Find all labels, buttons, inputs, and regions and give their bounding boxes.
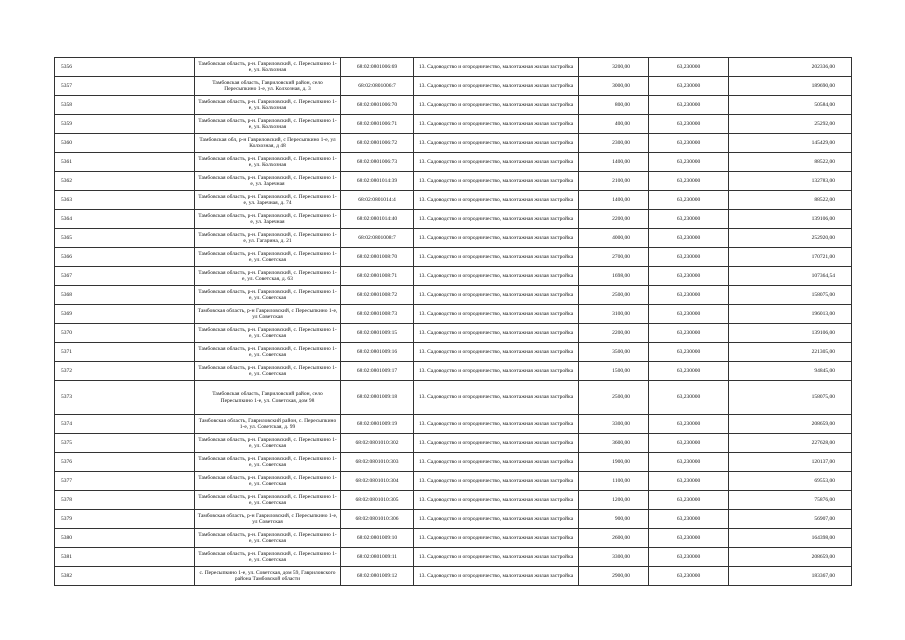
- specific-value-cell: 63,230000: [649, 286, 729, 305]
- table-row: [55, 362, 852, 381]
- table-row: [55, 453, 852, 472]
- land-use-cell: 13. Садоводство и огородничество, малоэтажная жилая застройка: [414, 229, 579, 248]
- area-cell: 2200,00: [579, 210, 649, 229]
- address-cell: Тамбовская область, р-н. Гавриловский, с. Пересыпкино 1-е, ул. Советская: [195, 491, 341, 510]
- area-cell: 3000,00: [579, 77, 649, 96]
- row-number-cell: 5381: [55, 548, 195, 567]
- cadastral-value-cell: 202336,00: [729, 58, 852, 77]
- address-cell: Тамбовская область, р-н. Гавриловский, с. Пересыпкино 1-е, ул. Советская: [195, 286, 341, 305]
- cadastral-value-cell: 158075,00: [729, 381, 852, 415]
- specific-value-cell: 63,230000: [649, 453, 729, 472]
- table-row: [55, 343, 852, 362]
- land-use-cell: 13. Садоводство и огородничество, малоэтажная жилая застройка: [414, 191, 579, 210]
- cadastral-value-cell: 183367,00: [729, 567, 852, 586]
- specific-value-cell: 63,230000: [649, 248, 729, 267]
- land-use-cell: 13. Садоводство и огородничество, малоэтажная жилая застройка: [414, 491, 579, 510]
- table-row: [55, 96, 852, 115]
- cadastral-value-cell: 227628,00: [729, 434, 852, 453]
- cadastral-value-table: [54, 57, 852, 586]
- table-row: [55, 172, 852, 191]
- cadastral-number-cell: 68:02:0801008:72: [341, 286, 414, 305]
- land-use-cell: 13. Садоводство и огородничество, малоэтажная жилая застройка: [414, 96, 579, 115]
- row-number-cell: 5367: [55, 267, 195, 286]
- cadastral-value-cell: 158075,00: [729, 286, 852, 305]
- address-cell: Тамбовская область, Гавриловский район, село Пересыпкино 1-е, ул. Советская, дом 98: [195, 381, 341, 415]
- area-cell: 2600,00: [579, 529, 649, 548]
- land-use-cell: 13. Садоводство и огородничество, малоэтажная жилая застройка: [414, 305, 579, 324]
- cadastral-number-cell: 68:02:0801009:16: [341, 343, 414, 362]
- row-number-cell: 5375: [55, 434, 195, 453]
- cadastral-value-cell: 50584,00: [729, 96, 852, 115]
- row-number-cell: 5372: [55, 362, 195, 381]
- cadastral-value-cell: 208659,00: [729, 415, 852, 434]
- land-use-cell: 13. Садоводство и огородничество, малоэтажная жилая застройка: [414, 472, 579, 491]
- cadastral-value-cell: 132783,00: [729, 172, 852, 191]
- specific-value-cell: 63,230000: [649, 172, 729, 191]
- specific-value-cell: 63,230000: [649, 324, 729, 343]
- area-cell: 3600,00: [579, 434, 649, 453]
- area-cell: 3300,00: [579, 415, 649, 434]
- cadastral-number-cell: 68:02:0801009:10: [341, 529, 414, 548]
- specific-value-cell: 63,230000: [649, 115, 729, 134]
- land-use-cell: 13. Садоводство и огородничество, малоэтажная жилая застройка: [414, 172, 579, 191]
- address-cell: Тамбовская область, р-н. Гавриловский, с. Пересыпкино 1-е, ул. Советская, д. 63: [195, 267, 341, 286]
- cadastral-value-cell: 145429,00: [729, 134, 852, 153]
- land-use-cell: 13. Садоводство и огородничество, малоэтажная жилая застройка: [414, 567, 579, 586]
- address-cell: Тамбовская область, р-н Гавриловский, с Пересыпкино 1-е, ул Советская: [195, 305, 341, 324]
- cadastral-value-cell: 69553,00: [729, 472, 852, 491]
- row-number-cell: 5379: [55, 510, 195, 529]
- cadastral-number-cell: 68:02:0801014:4: [341, 191, 414, 210]
- cadastral-value-cell: 189690,00: [729, 77, 852, 96]
- table-row: [55, 248, 852, 267]
- cadastral-value-cell: 139106,00: [729, 210, 852, 229]
- address-cell: Тамбовская область, р-н. Гавриловский, с. Пересыпкино 1-е, ул. Заречная: [195, 172, 341, 191]
- row-number-cell: 5374: [55, 415, 195, 434]
- cadastral-number-cell: 68:02:0801006:7: [341, 77, 414, 96]
- area-cell: 2200,00: [579, 324, 649, 343]
- cadastral-number-cell: 68:02:0801010:303: [341, 453, 414, 472]
- address-cell: Тамбовская область, р-н. Гавриловский, с. Пересыпкино 1-е, ул. Заречная, д. 74: [195, 191, 341, 210]
- cadastral-number-cell: 68:02:0801010:306: [341, 510, 414, 529]
- address-cell: Тамбовская область, р-н. Гавриловский, с. Пересыпкино 1-е, ул. Заречная: [195, 210, 341, 229]
- area-cell: 3300,00: [579, 548, 649, 567]
- row-number-cell: 5362: [55, 172, 195, 191]
- specific-value-cell: 63,230000: [649, 472, 729, 491]
- land-use-cell: 13. Садоводство и огородничество, малоэтажная жилая застройка: [414, 58, 579, 77]
- land-use-cell: 13. Садоводство и огородничество, малоэтажная жилая застройка: [414, 210, 579, 229]
- cadastral-value-cell: 164398,00: [729, 529, 852, 548]
- land-use-cell: 13. Садоводство и огородничество, малоэтажная жилая застройка: [414, 434, 579, 453]
- cadastral-value-cell: 208659,00: [729, 548, 852, 567]
- area-cell: 2500,00: [579, 381, 649, 415]
- land-use-cell: 13. Садоводство и огородничество, малоэтажная жилая застройка: [414, 362, 579, 381]
- table-row: [55, 305, 852, 324]
- specific-value-cell: 63,230000: [649, 381, 729, 415]
- area-cell: 2100,00: [579, 172, 649, 191]
- cadastral-number-cell: 68:02:0801010:304: [341, 472, 414, 491]
- row-number-cell: 5368: [55, 286, 195, 305]
- area-cell: 1400,00: [579, 191, 649, 210]
- specific-value-cell: 63,230000: [649, 305, 729, 324]
- cadastral-value-cell: 221305,00: [729, 343, 852, 362]
- row-number-cell: 5378: [55, 491, 195, 510]
- address-cell: Тамбовская область, р-н. Гавриловский, с. Пересыпкино 1-е, ул. Колхозная: [195, 153, 341, 172]
- address-cell: Тамбовская область, р-н. Гавриловский, с. Пересыпкино 1-е, ул. Советская: [195, 529, 341, 548]
- row-number-cell: 5370: [55, 324, 195, 343]
- area-cell: 2300,00: [579, 134, 649, 153]
- cadastral-value-cell: 75876,00: [729, 491, 852, 510]
- row-number-cell: 5380: [55, 529, 195, 548]
- table-body: [55, 58, 852, 586]
- area-cell: 1698,00: [579, 267, 649, 286]
- area-cell: 3100,00: [579, 305, 649, 324]
- land-use-cell: 13. Садоводство и огородничество, малоэтажная жилая застройка: [414, 134, 579, 153]
- area-cell: 2500,00: [579, 286, 649, 305]
- area-cell: 4000,00: [579, 229, 649, 248]
- area-cell: 1900,00: [579, 453, 649, 472]
- land-use-cell: 13. Садоводство и огородничество, малоэтажная жилая застройка: [414, 453, 579, 472]
- cadastral-number-cell: 68:02:0801008:70: [341, 248, 414, 267]
- row-number-cell: 5364: [55, 210, 195, 229]
- cadastral-number-cell: 68:02:0801010:302: [341, 434, 414, 453]
- table-row: [55, 381, 852, 415]
- cadastral-number-cell: 68:02:0801009:17: [341, 362, 414, 381]
- cadastral-number-cell: 68:02:0801010:305: [341, 491, 414, 510]
- cadastral-number-cell: 68:02:0801006:73: [341, 153, 414, 172]
- cadastral-number-cell: 68:02:0801009:19: [341, 415, 414, 434]
- land-use-cell: 13. Садоводство и огородничество, малоэтажная жилая застройка: [414, 529, 579, 548]
- address-cell: с. Пересыпкино 1-е, ул. Советская, дом 59, Гавриловского района Тамбовской области: [195, 567, 341, 586]
- land-use-cell: 13. Садоводство и огородничество, малоэтажная жилая застройка: [414, 510, 579, 529]
- address-cell: Тамбовская область, р-н. Гавриловский, с. Пересыпкино 1-е, ул. Советская: [195, 362, 341, 381]
- address-cell: Тамбовская область, р-н. Гавриловский, с. Пересыпкино 1-е, ул. Колхозная: [195, 96, 341, 115]
- cadastral-value-cell: 94845,00: [729, 362, 852, 381]
- address-cell: Тамбовская обл, р-н Гавриловский, с Пересыпкино 1-е, ул Колхозная, д 48: [195, 134, 341, 153]
- address-cell: Тамбовская область, р-н. Гавриловский, с. Пересыпкино 1-е, ул. Колхозная: [195, 115, 341, 134]
- land-use-cell: 13. Садоводство и огородничество, малоэтажная жилая застройка: [414, 415, 579, 434]
- specific-value-cell: 63,230000: [649, 153, 729, 172]
- cadastral-number-cell: 68:02:0801008:71: [341, 267, 414, 286]
- specific-value-cell: 63,230000: [649, 415, 729, 434]
- specific-value-cell: 63,230000: [649, 267, 729, 286]
- area-cell: 1200,00: [579, 491, 649, 510]
- address-cell: Тамбовская область, р-н. Гавриловский, с. Пересыпкино 1-е, ул. Советская: [195, 453, 341, 472]
- area-cell: 2700,00: [579, 248, 649, 267]
- address-cell: Тамбовская область, р-н. Гавриловский, с. Пересыпкино 1-е, ул. Советская: [195, 548, 341, 567]
- specific-value-cell: 63,230000: [649, 510, 729, 529]
- specific-value-cell: 63,230000: [649, 567, 729, 586]
- cadastral-number-cell: 68:02:0801009:12: [341, 567, 414, 586]
- table-row: [55, 510, 852, 529]
- cadastral-value-cell: 196013,00: [729, 305, 852, 324]
- land-use-cell: 13. Садоводство и огородничество, малоэтажная жилая застройка: [414, 381, 579, 415]
- land-use-cell: 13. Садоводство и огородничество, малоэтажная жилая застройка: [414, 153, 579, 172]
- address-cell: Тамбовская область, Гавриловский район, с. Пересыпкино 1-е, ул. Советская, д. 99: [195, 415, 341, 434]
- cadastral-value-cell: 139106,00: [729, 324, 852, 343]
- area-cell: 900,00: [579, 510, 649, 529]
- address-cell: Тамбовская область, р-н Гавриловский, с Пересыпкино 1-е, ул Советская: [195, 510, 341, 529]
- land-use-cell: 13. Садоводство и огородничество, малоэтажная жилая застройка: [414, 115, 579, 134]
- address-cell: Тамбовская область, р-н. Гавриловский, с. Пересыпкино 1-е, ул. Гагарина, д. 21: [195, 229, 341, 248]
- table-row: [55, 567, 852, 586]
- land-use-cell: 13. Садоводство и огородничество, малоэтажная жилая застройка: [414, 548, 579, 567]
- row-number-cell: 5371: [55, 343, 195, 362]
- row-number-cell: 5360: [55, 134, 195, 153]
- row-number-cell: 5359: [55, 115, 195, 134]
- table-row: [55, 229, 852, 248]
- table-row: [55, 58, 852, 77]
- specific-value-cell: 63,230000: [649, 77, 729, 96]
- row-number-cell: 5369: [55, 305, 195, 324]
- cadastral-value-cell: 252920,00: [729, 229, 852, 248]
- table-row: [55, 472, 852, 491]
- cadastral-number-cell: 68:02:0801006:71: [341, 115, 414, 134]
- row-number-cell: 5366: [55, 248, 195, 267]
- cadastral-value-cell: 107364,54: [729, 267, 852, 286]
- land-use-cell: 13. Садоводство и огородничество, малоэтажная жилая застройка: [414, 343, 579, 362]
- table-row: [55, 77, 852, 96]
- cadastral-number-cell: 68:02:0801014:39: [341, 172, 414, 191]
- land-use-cell: 13. Садоводство и огородничество, малоэтажная жилая застройка: [414, 77, 579, 96]
- cadastral-number-cell: 68:02:0801006:70: [341, 96, 414, 115]
- table-row: [55, 210, 852, 229]
- cadastral-number-cell: 68:02:0801014:40: [341, 210, 414, 229]
- table-row: [55, 548, 852, 567]
- row-number-cell: 5376: [55, 453, 195, 472]
- table-row: [55, 115, 852, 134]
- specific-value-cell: 63,230000: [649, 491, 729, 510]
- cadastral-number-cell: 68:02:0801008:7: [341, 229, 414, 248]
- row-number-cell: 5357: [55, 77, 195, 96]
- cadastral-number-cell: 68:02:0801009:11: [341, 548, 414, 567]
- table-row: [55, 324, 852, 343]
- table-row: [55, 134, 852, 153]
- row-number-cell: 5365: [55, 229, 195, 248]
- land-use-cell: 13. Садоводство и огородничество, малоэтажная жилая застройка: [414, 267, 579, 286]
- land-use-cell: 13. Садоводство и огородничество, малоэтажная жилая застройка: [414, 324, 579, 343]
- cadastral-number-cell: 68:02:0801006:69: [341, 58, 414, 77]
- table-row: [55, 491, 852, 510]
- specific-value-cell: 63,230000: [649, 210, 729, 229]
- specific-value-cell: 63,230000: [649, 134, 729, 153]
- address-cell: Тамбовская область, р-н. Гавриловский, с. Пересыпкино 1-е, ул. Советская: [195, 324, 341, 343]
- address-cell: Тамбовская область, р-н. Гавриловский, с. Пересыпкино 1-е, ул. Советская: [195, 472, 341, 491]
- address-cell: Тамбовская область, р-н. Гавриловский, с. Пересыпкино 1-е, ул. Советская: [195, 434, 341, 453]
- cadastral-value-cell: 88522,00: [729, 191, 852, 210]
- row-number-cell: 5356: [55, 58, 195, 77]
- land-use-cell: 13. Садоводство и огородничество, малоэтажная жилая застройка: [414, 248, 579, 267]
- row-number-cell: 5377: [55, 472, 195, 491]
- specific-value-cell: 63,230000: [649, 191, 729, 210]
- specific-value-cell: 63,230000: [649, 548, 729, 567]
- row-number-cell: 5382: [55, 567, 195, 586]
- cadastral-number-cell: 68:02:0801008:73: [341, 305, 414, 324]
- address-cell: Тамбовская область, р-н. Гавриловский, с. Пересыпкино 1-е, ул. Советская: [195, 248, 341, 267]
- specific-value-cell: 63,230000: [649, 434, 729, 453]
- table-row: [55, 153, 852, 172]
- area-cell: 800,00: [579, 96, 649, 115]
- cadastral-value-cell: 88522,00: [729, 153, 852, 172]
- specific-value-cell: 63,230000: [649, 96, 729, 115]
- area-cell: 3200,00: [579, 58, 649, 77]
- cadastral-value-cell: 170721,00: [729, 248, 852, 267]
- row-number-cell: 5373: [55, 381, 195, 415]
- table-row: [55, 434, 852, 453]
- specific-value-cell: 63,230000: [649, 229, 729, 248]
- area-cell: 1100,00: [579, 472, 649, 491]
- specific-value-cell: 63,230000: [649, 529, 729, 548]
- area-cell: 3500,00: [579, 343, 649, 362]
- cadastral-number-cell: 68:02:0801009:15: [341, 324, 414, 343]
- cadastral-number-cell: 68:02:0801006:72: [341, 134, 414, 153]
- specific-value-cell: 63,230000: [649, 343, 729, 362]
- table-row: [55, 286, 852, 305]
- row-number-cell: 5363: [55, 191, 195, 210]
- area-cell: 1500,00: [579, 362, 649, 381]
- address-cell: Тамбовская область, р-н. Гавриловский, с. Пересыпкино 1-е, ул. Колхозная: [195, 58, 341, 77]
- table-row: [55, 191, 852, 210]
- cadastral-value-cell: 120137,00: [729, 453, 852, 472]
- row-number-cell: 5361: [55, 153, 195, 172]
- address-cell: Тамбовская область, Гавриловский район, село Пересыпкино 1-е, ул. Колхозная, д. 3: [195, 77, 341, 96]
- land-use-cell: 13. Садоводство и огородничество, малоэтажная жилая застройка: [414, 286, 579, 305]
- specific-value-cell: 63,230000: [649, 362, 729, 381]
- area-cell: 400,00: [579, 115, 649, 134]
- row-number-cell: 5358: [55, 96, 195, 115]
- table-row: [55, 529, 852, 548]
- table-row: [55, 267, 852, 286]
- cadastral-value-cell: 56907,00: [729, 510, 852, 529]
- area-cell: 2900,00: [579, 567, 649, 586]
- area-cell: 1400,00: [579, 153, 649, 172]
- cadastral-value-cell: 25292,00: [729, 115, 852, 134]
- table-row: [55, 415, 852, 434]
- address-cell: Тамбовская область, р-н. Гавриловский, с. Пересыпкино 1-е, ул. Советская: [195, 343, 341, 362]
- specific-value-cell: 63,230000: [649, 58, 729, 77]
- cadastral-number-cell: 68:02:0801009:18: [341, 381, 414, 415]
